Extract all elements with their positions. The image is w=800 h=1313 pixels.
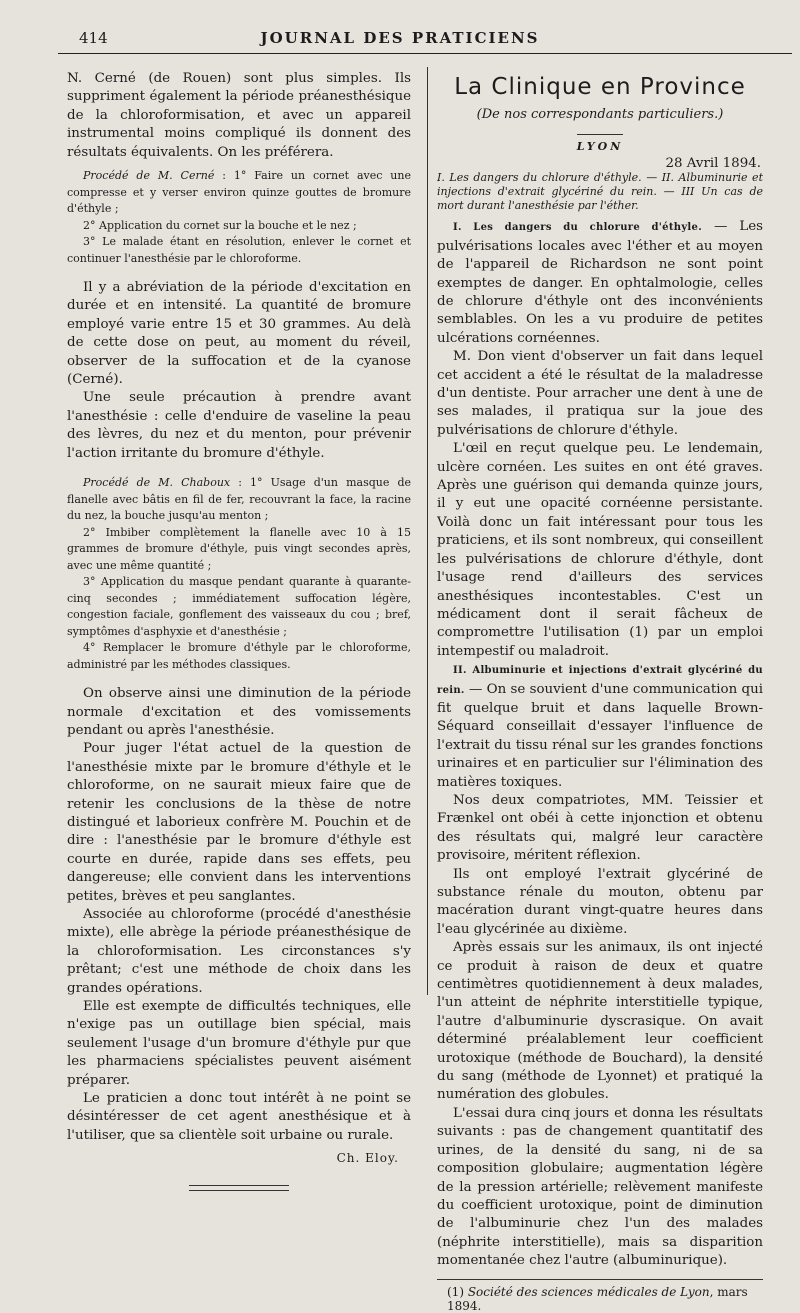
- section-2-label: II. Albuminurie et injections d'extrait glycériné du rein.: [437, 665, 763, 696]
- procedure-cerne-step-3: 3° Le malade étant en résolution, enlever le cornet et continuer l'anesthésie par le chloroforme.: [67, 235, 411, 265]
- right-column: [437, 70, 763, 1313]
- end-double-rule: [189, 1185, 289, 1191]
- journal-title: JOURNAL DES PRATICIENS: [260, 29, 540, 47]
- header-rule: [58, 53, 792, 54]
- section-title: La Clinique en Province: [454, 74, 746, 100]
- paragraph-compatriotes: Nos deux compatriotes, MM. Teissier et Frænkel ont obéi à cette injonction et obtenu des résultats qui, malgré leur caractère provisoire, méritent réflexion.: [437, 792, 763, 864]
- procedure-chaboux: [67, 475, 411, 525]
- city-heading-wrap: [437, 134, 763, 154]
- procedure-chaboux-step-3: 3° Application du masque pendant quarante à quarante-cinq secondes ; immédiatement suffocation légère, congestion faciale, gonflement des vaisseaux du cou ; bref, symptômes d'asphyxie et d'anesthésie ;: [67, 575, 411, 638]
- article-summary: I. Les dangers du chlorure d'éthyle. — II. Albuminurie et injections d'extrait glycériné du rein. — III Un cas de mort durant l'anesthésie par l'éther.: [437, 171, 763, 212]
- paragraph-intro: N. Cerné (de Rouen) sont plus simples. Ils suppriment également la période préanesthésique de la chloroformisation, et avec un appareil instrumental moins compliqué ils donnent des résultats équivalents. On les préférera.: [67, 71, 411, 160]
- article-date: 28 Avril 1894.: [665, 156, 761, 171]
- paragraph-observe: On observe ainsi une diminution de la période normale d'excitation et des vomissements pendant ou après l'anesthésie.: [67, 686, 411, 738]
- paragraph-don: M. Don vient d'observer un fait dans lequel cet accident a été le résultat de la maladresse d'un dentiste. Pour arracher une dent à une de ses malades, il pratiqua sur la joue des pulvérisations de chlorure d'éthyle.: [437, 349, 763, 438]
- footnote-number: (1): [447, 1284, 468, 1299]
- footnote: [437, 1285, 763, 1313]
- paragraph-employe: Ils ont employé l'extrait glycériné de substance rénale du mouton, obtenu par macération durant vingt-quatre heures dans l'eau glycérinée au dixième.: [437, 866, 763, 937]
- left-column: [67, 70, 411, 1191]
- footnote-rule: [437, 1279, 763, 1280]
- procedure-chaboux-step-2: 2° Imbiber complètement la flanelle avec 10 à 15 grammes de bromure d'éthyle, puis vingt secondes après, avec une même quantité ;: [67, 525, 411, 572]
- section-2-text: — On se souvient d'une communication qui fit quelque bruit et dans laquelle Brown-Séquard conseillait d'essayer l'influence de l'extrait du tissu rénal sur les grandes fonctions urinaires et en particulier sur l'élimination des matières toxiques.: [437, 681, 763, 790]
- section-2: [437, 661, 763, 792]
- paragraph-abbreviation: Il y a abréviation de la période d'excitation en durée et en intensité. La quantité de bromure employé varie entre 15 et 30 grammes. Au delà de cette dose on peut, au moment du réveil, observer de la suffocation et de la cyanose (Cerné).: [67, 280, 411, 388]
- procedure-chaboux-step-1: : 1° Usage d'un masque de flanelle avec bâtis en fil de fer, recouvrant la face, la racine du nez, la bouche jusqu'au menton ;: [67, 476, 411, 523]
- page-number: 414: [79, 29, 108, 47]
- section-1-label: I. Les dangers du chlorure d'éthyle.: [453, 222, 702, 234]
- paragraph-praticien: Le praticien a donc tout intérêt à ne point se désintéresser de cet agent anesthésique et à l'utiliser, que sa clientèle soit urbaine ou rurale.: [67, 1091, 411, 1143]
- paragraph-essai: L'essai dura cinq jours et donna les résultats suivants : pas de changement quantitatif des urines, de la densité du sang, ni de sa composition globulaire; augmentation légère de la pression artérielle; relèvement manifeste du coefficient urotoxique, point de diminution de l'albuminurie chez l'un des malades (néphrite interstitielle), mais sa disparition momentanée chez l'autre (albuminurique).: [437, 1105, 763, 1269]
- procedure-cerne-step-1: : 1° Faire un cornet avec une compresse et y verser environ quinze gouttes de bromure d'éthyle ;: [67, 169, 411, 216]
- paragraph-exempte: Elle est exempte de difficultés techniques, elle n'exige pas un outillage bien spécial, mais seulement l'usage d'un bromure d'éthyle pur que les pharmaciens spécialistes peuvent aisément préparer.: [67, 999, 411, 1088]
- section-1-text: — Les pulvérisations locales avec l'éther et au moyen de l'appareil de Richardson ne sont point exemptes de danger. En ophtalmologie, celles de chlorure d'éthyle ont des inconvénients semblables. On les a vu produire de petites ulcérations cornéennes.: [437, 219, 763, 346]
- procedure-cerne-label: Procédé de M. Cerné: [83, 169, 215, 183]
- procedure-chaboux-step-4: 4° Remplacer le bromure d'éthyle par le chloroforme, administré par les méthodes classiques.: [67, 641, 411, 671]
- paragraph-oeil: L'œil en reçut quelque peu. Le lendemain, ulcère cornéen. Les suites en ont été graves. Après une guérison qui demanda quinze jours, il y eut une opacité cornéenne persistante. Voilà donc un fait intéressant pour tous les praticiens, et ils sont nombreux, qui conseillent les pulvérisations de chlorure d'éthyle, dont l'usage rend d'ailleurs des services anesthésiques incontestables. C'est un médicament dont il serait fâcheux de compromettre l'utilisation (1) par un emploi intempestif ou maladroit.: [437, 441, 763, 659]
- procedure-cerne-step-2: 2° Application du cornet sur la bouche et le nez ;: [83, 218, 357, 232]
- paragraph-essais: Après essais sur les animaux, ils ont injecté ce produit à raison de deux et quatre centimètres quotidiennement à deux malades, l'un atteint de néphrite interstitielle typique, l'autre d'albuminurie dyscrasique. On avait déterminé préalablement leur coefficient urotoxique (méthode de Bouchard), la densité du sang (méthode de Lyonnet) et pratiqué la numération des globules.: [437, 940, 763, 1103]
- paragraph-precaution: Une seule précaution à prendre avant l'anesthésie : celle d'enduire de vaseline la peau des lèvres, du nez et du menton, pour prévenir l'action irritante du bromure d'éthyle.: [67, 390, 411, 461]
- paragraph-associee: Associée au chloroforme (procédé d'anesthésie mixte), elle abrège la période préanesthésique de la chloroformisation. Les circonstances s'y prêtant; c'est une méthode de choix dans les grandes opérations.: [67, 906, 411, 996]
- procedure-chaboux-label: Procédé de M. Chaboux: [83, 476, 231, 490]
- footnote-date: , mars 1894.: [447, 1284, 748, 1313]
- paragraph-juger: Pour juger l'état actuel de la question de l'anesthésie mixte par le bromure d'éthyle et le chloroforme, on ne saurait mieux faire que de retenir les conclusions de la thèse de notre distingué et laborieux confrère M. Pouchin et de dire : l'anesthésie par le bromure d'éthyle est courte en durée, rapide dans ses effets, peu dangereuse; elle convient dans les interventions petites, brèves et peu sanglantes.: [67, 741, 411, 904]
- column-divider: [427, 67, 428, 995]
- section-subtitle: (De nos correspondants particuliers.): [476, 107, 724, 122]
- procedure-cerne: [67, 168, 411, 218]
- author-signature: Ch. Eloy.: [336, 1151, 399, 1166]
- city-heading: LYON: [577, 134, 624, 153]
- section-1: [437, 218, 763, 348]
- footnote-source: Société des sciences médicales de Lyon: [467, 1284, 710, 1299]
